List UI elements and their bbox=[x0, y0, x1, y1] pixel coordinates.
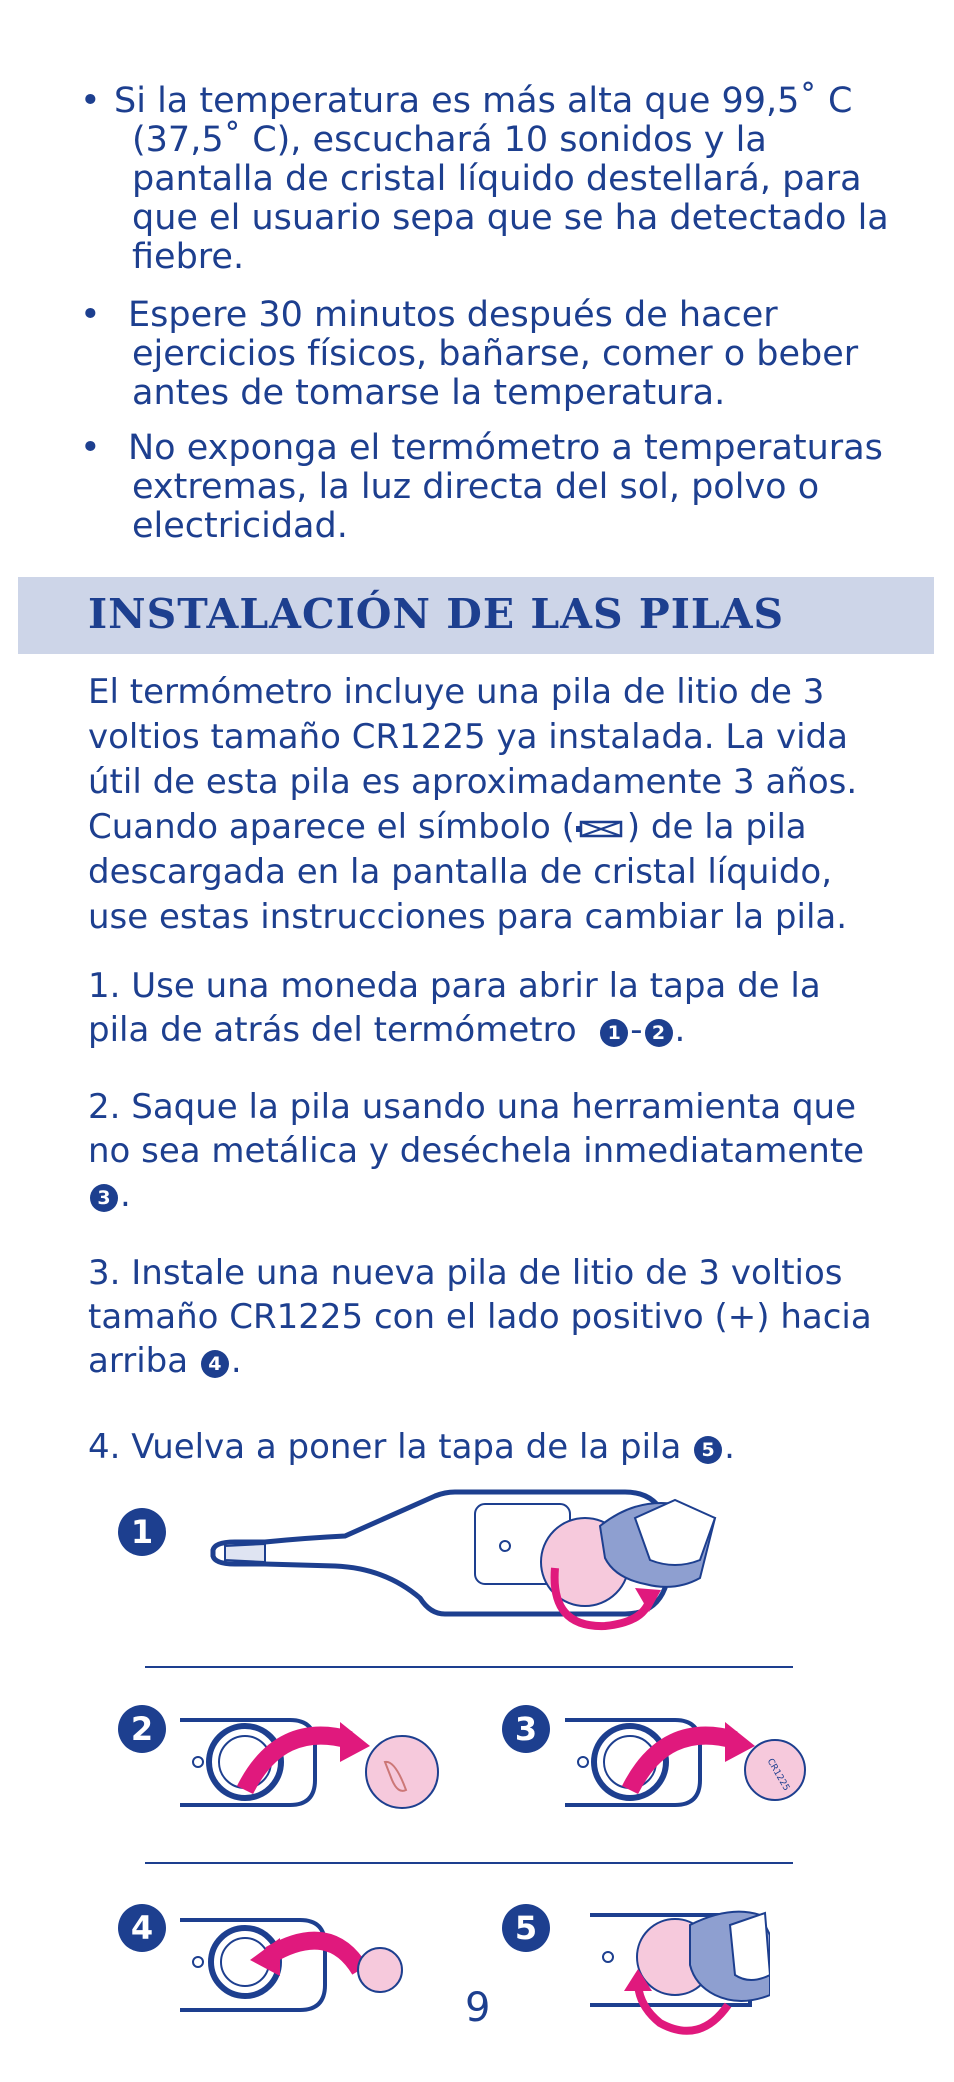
dash: - bbox=[630, 1010, 643, 1050]
figure-ref-badge: 3 bbox=[90, 1184, 118, 1212]
intro-text: Cuando aparece el símbolo ( bbox=[88, 807, 575, 847]
bullet-line: ejercicios físicos, bañarse, comer o beber bbox=[132, 334, 859, 374]
intro-line bbox=[88, 805, 918, 850]
bullet-line: fiebre. bbox=[132, 237, 245, 277]
intro-line: use estas instrucciones para cambiar la pila. bbox=[88, 897, 848, 937]
figure-ref-badge: 5 bbox=[694, 1436, 722, 1464]
bullet-line: Espere 30 minutos después de hacer bbox=[128, 295, 778, 335]
step-line: 2. Saque la pila usando una herramienta que bbox=[88, 1087, 857, 1127]
step-4 bbox=[88, 1425, 918, 1469]
remove-battery-illustration bbox=[180, 1700, 440, 1820]
period: . bbox=[724, 1427, 735, 1467]
step-line: 1. Use una moneda para abrir la tapa de la bbox=[88, 966, 821, 1006]
period: . bbox=[674, 1010, 686, 1050]
bullet-mark: • bbox=[80, 81, 101, 121]
bullet-line: que el usuario sepa que se ha detectado la bbox=[132, 198, 889, 238]
bullet-line: electricidad. bbox=[132, 506, 348, 546]
step-text: pila de atrás del termómetro bbox=[88, 1010, 577, 1050]
intro-line: útil de esta pila es aproximadamente 3 años. bbox=[88, 762, 858, 802]
insert-battery-illustration bbox=[180, 1910, 410, 2030]
low-battery-icon bbox=[575, 818, 627, 840]
step-line: 3. Instale una nueva pila de litio de 3 voltios bbox=[88, 1253, 843, 1293]
battery-label: CR1225 bbox=[764, 1757, 792, 1793]
bullet-mark: • bbox=[80, 295, 101, 335]
bullet-fever-alert bbox=[80, 82, 900, 277]
step-line bbox=[88, 1008, 918, 1052]
intro-line: El termómetro incluye una pila de litio de 3 bbox=[88, 672, 825, 712]
step-line: tamaño CR1225 con el lado positivo (+) hacia bbox=[88, 1297, 872, 1337]
step-text: 4. Vuelva a poner la tapa de la pila bbox=[88, 1427, 682, 1467]
figure-ref-badge: 4 bbox=[201, 1350, 229, 1378]
divider bbox=[145, 1862, 793, 1864]
figure-ref-badge: 2 bbox=[645, 1019, 673, 1047]
replace-cover-illustration bbox=[590, 1895, 770, 2035]
step-1 bbox=[88, 964, 918, 1052]
intro-line: descargada en la pantalla de cristal líquido, bbox=[88, 852, 833, 892]
figure-badge-1: 1 bbox=[118, 1508, 166, 1556]
bullet-mark: • bbox=[80, 428, 101, 468]
bullet-line: (37,5˚ C), escuchará 10 sonidos y la bbox=[132, 120, 767, 160]
bullet-wait-30-minutes bbox=[80, 296, 900, 413]
figure-ref-badge: 1 bbox=[600, 1019, 628, 1047]
bullet-line: extremas, la luz directa del sol, polvo o bbox=[132, 467, 820, 507]
step-2 bbox=[88, 1085, 918, 1217]
discard-battery-illustration bbox=[565, 1700, 815, 1820]
bullet-line: antes de tomarse la temperatura. bbox=[132, 373, 726, 413]
step-text: arriba bbox=[88, 1341, 189, 1381]
divider bbox=[145, 1666, 793, 1668]
page-number: 9 bbox=[465, 1985, 491, 2031]
bullet-do-not-expose bbox=[80, 429, 900, 546]
step-line bbox=[88, 1173, 918, 1217]
bullet-line: pantalla de cristal líquido destellará, para bbox=[132, 159, 862, 199]
period: . bbox=[120, 1175, 131, 1215]
figure-badge-2: 2 bbox=[118, 1705, 166, 1753]
thermometer-open-cover-illustration bbox=[205, 1488, 725, 1638]
intro-paragraph bbox=[88, 670, 918, 940]
figure-badge-3: 3 bbox=[502, 1705, 550, 1753]
bullet-line: No exponga el termómetro a temperaturas bbox=[128, 428, 883, 468]
intro-text: ) de la pila bbox=[626, 807, 807, 847]
figure-badge-5: 5 bbox=[502, 1904, 550, 1952]
step-line: no sea metálica y deséchela inmediatamente bbox=[88, 1131, 865, 1171]
figure-badge-4: 4 bbox=[118, 1904, 166, 1952]
bullet-line: Si la temperatura es más alta que 99,5˚ C bbox=[114, 81, 853, 121]
step-line bbox=[88, 1425, 918, 1469]
intro-line: voltios tamaño CR1225 ya instalada. La vida bbox=[88, 717, 848, 757]
period: . bbox=[230, 1341, 242, 1381]
step-3 bbox=[88, 1251, 918, 1383]
section-title: INSTALACIÓN DE LAS PILAS bbox=[88, 590, 785, 638]
step-line bbox=[88, 1339, 918, 1383]
